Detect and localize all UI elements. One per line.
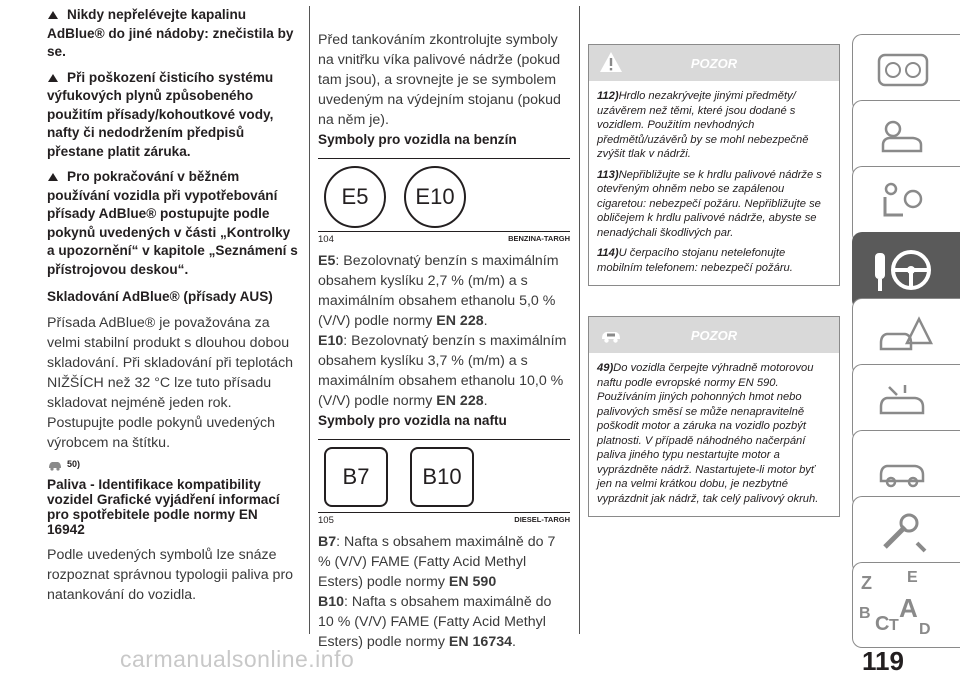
page-number: 119 bbox=[862, 646, 904, 676]
section-heading: Symboly pro vozidla na naftu bbox=[318, 413, 507, 428]
column-divider bbox=[309, 6, 310, 634]
car-lights-icon bbox=[875, 115, 935, 161]
car-breakdown-icon bbox=[875, 379, 935, 425]
index-letter: B bbox=[859, 605, 871, 622]
fuel-symbol-e10: E10 bbox=[404, 166, 466, 228]
figure-104 bbox=[318, 158, 570, 232]
car-service-icon bbox=[875, 445, 935, 491]
column-divider bbox=[579, 6, 580, 634]
index-letter: E bbox=[907, 569, 918, 586]
item-number: 112) bbox=[597, 90, 619, 102]
car-reference-icon bbox=[47, 457, 63, 471]
warning-item bbox=[47, 168, 299, 279]
period: . bbox=[483, 393, 488, 409]
index-letter: T bbox=[889, 617, 899, 634]
index-letter: Z bbox=[861, 573, 872, 593]
figure-caption bbox=[318, 513, 570, 526]
fuel-description: : Nafta s obsahem maximálně do 7 % (V/V) FAME (Fatty Acid Methyl Esters) podle normy bbox=[318, 534, 556, 590]
fuel-description: : Nafta s obsahem maximálně do 10 % (V/V) FAME (Fatty Acid Methyl Esters) podle normy bbox=[318, 594, 552, 650]
item-text: Nepřibližujte se k hrdlu palivové nádrže s otevřeným ohněm nebo se zapálenou cigaretou: nebezpečí požáru. Nepřibližujte se obličejem k hrdlu palivové nádrže, abyste se nenadýchali škodlivých par. bbox=[597, 168, 822, 239]
intro-paragraph: Před tankováním zkontrolujte symboly na vnitřku víka palivové nádrže (pokud tam jsou), a srovnejte je se symbolem uvedeným na výdejním stojanu (pokud na něm je). bbox=[318, 32, 561, 128]
norm-code: EN 590 bbox=[448, 574, 497, 590]
wrench-tools-icon bbox=[875, 511, 935, 557]
item-number: 113) bbox=[597, 168, 619, 181]
car-caution-icon bbox=[599, 323, 623, 345]
alphabet-index-icon bbox=[853, 563, 960, 647]
fuel-symbol-b7: B7 bbox=[324, 447, 388, 507]
figure-code: BENZINA-TARGH bbox=[508, 234, 570, 243]
caution-header bbox=[589, 45, 839, 81]
warning-triangle-icon bbox=[47, 172, 59, 182]
e5-paragraph bbox=[318, 251, 570, 331]
index-letter: D bbox=[919, 621, 931, 638]
caution-item bbox=[597, 168, 831, 241]
norm-code: EN 16734 bbox=[448, 634, 512, 650]
fuel-symbol-b10: B10 bbox=[410, 447, 474, 507]
car-warning-road-icon bbox=[875, 313, 935, 359]
fuel-code: B7 bbox=[318, 534, 337, 550]
fuel-description: : Bezolovnatý benzín s maximálním obsahem kyslíku 2,7 % (m/m) a s maximálním obsahem ethanolu 5,0 % (V/V) podle normy bbox=[318, 253, 559, 329]
section-heading: Skladování AdBlue® (přísady AUS) bbox=[47, 289, 273, 304]
fuel-description: : Bezolovnatý benzín s maximálním obsahem kyslíku 3,7 % (m/m) a s maximálním obsahem ethanolu 10,0 % (V/V) podle normy bbox=[318, 333, 567, 409]
caution-body bbox=[589, 353, 839, 516]
item-text: U čerpacího stojanu netelefonujte mobilním telefonem: nebezpečí požáru. bbox=[597, 247, 793, 274]
reference-marker bbox=[47, 457, 299, 471]
item-number: 49) bbox=[597, 362, 614, 374]
period: . bbox=[483, 313, 488, 329]
column-right bbox=[588, 44, 840, 517]
norm-code: EN 228 bbox=[436, 393, 484, 409]
caution-header bbox=[589, 317, 839, 353]
watermark: carmanualsonline.info bbox=[120, 646, 355, 672]
figure-code: DIESEL-TARGH bbox=[514, 515, 570, 524]
figure-caption bbox=[318, 232, 570, 245]
b7-paragraph bbox=[318, 532, 570, 592]
car-dashboard-icon bbox=[875, 49, 935, 95]
seat-airbag-icon bbox=[875, 181, 935, 227]
warning-item bbox=[47, 6, 299, 62]
figure-number: 104 bbox=[318, 234, 334, 245]
caution-item bbox=[597, 246, 831, 275]
fuel-symbol-e5: E5 bbox=[324, 166, 386, 228]
e10-paragraph bbox=[318, 331, 570, 411]
warning-text: Pro pokračování v běžném používání vozidla při vypotřebování přísady AdBlue® postupujte podle pokynů uvedených v části „Kontrolky a upozornění“ v kapitole „Seznámení s přístrojovou deskou“. bbox=[47, 169, 298, 277]
key-steering-wheel-icon bbox=[871, 245, 935, 295]
storage-paragraph: Přísada AdBlue® je považována za velmi stabilní produkt s dlouhou dobou skladování. Při skladování při teplotách NIŽŠÍCH než 32 °C lze tuto přísadu skladovat nejméně jeden rok. Postupujte podle pokynů uvedených výrobcem na štítku. bbox=[47, 315, 294, 451]
warning-triangle-icon bbox=[47, 73, 59, 83]
section-heading: Symboly pro vozidla na benzín bbox=[318, 132, 517, 147]
caution-item bbox=[597, 361, 831, 506]
section-heading: Paliva - Identifikace kompatibility vozidel Grafické vyjádření informací pro spotřebitele podle normy EN 16942 bbox=[47, 477, 280, 537]
tab-index[interactable] bbox=[852, 562, 960, 648]
warning-text: Při poškození čisticího systému výfukových plynů způsobeného použitím přísady/kohoutkové vody, nafty či nedodržením předpisů přestane platit záruka. bbox=[47, 69, 274, 159]
item-number: 114) bbox=[597, 247, 619, 259]
warning-triangle-icon bbox=[47, 10, 59, 20]
caution-title: POZOR bbox=[690, 327, 738, 343]
caution-item bbox=[597, 89, 831, 162]
fuel-code: E10 bbox=[318, 333, 344, 349]
warning-item bbox=[47, 69, 299, 162]
norm-code: EN 228 bbox=[436, 313, 484, 329]
caution-box bbox=[588, 316, 840, 517]
figure-105 bbox=[318, 439, 570, 513]
b10-paragraph bbox=[318, 592, 570, 652]
compat-paragraph: Podle uvedených symbolů lze snáze rozpoznat správnou typologii paliva pro natankování do vozidla. bbox=[47, 547, 294, 603]
item-text: Do vozidla čerpejte výhradně motorovou naftu podle evropské normy EN 590. Používáním jiných pohonných hmot nebo palivových směsí se může nenapravitelně poškodit motor a záruka na vozidlo pozbýt platnosti. V případě náhodného načerpání paliva jiného typu nestartujte motor a vyprázdněte nádrž. Nastartujete-li motor byť jen na velmi krátkou dobu, je nezbytné vyprázdnit jak nádrž, tak celý palivový okruh. bbox=[597, 362, 819, 505]
caution-body bbox=[589, 81, 839, 285]
figure-number: 105 bbox=[318, 515, 334, 526]
caution-title: POZOR bbox=[690, 55, 738, 71]
caution-box bbox=[588, 44, 840, 286]
period: . bbox=[512, 634, 516, 650]
warning-text: Nikdy nepřelévejte kapalinu AdBlue® do jiné nádoby: znečistila by se. bbox=[47, 7, 294, 59]
column-left bbox=[47, 6, 299, 605]
item-text: Hrdlo nezakrývejte jinými předměty/ uzávěrem než těmi, které jsou dodané s vozidlem. Použitím nevhodných předmětů/uzávěrů by se mohl nebezpečně zvýšit tlak v nádrži. bbox=[597, 90, 809, 160]
fuel-code: B10 bbox=[318, 594, 345, 610]
warning-triangle-icon bbox=[599, 51, 623, 73]
column-middle bbox=[318, 30, 570, 652]
reference-number: 50) bbox=[67, 459, 81, 469]
index-letter: C bbox=[875, 613, 890, 635]
index-letter: A bbox=[899, 593, 918, 623]
fuel-code: E5 bbox=[318, 253, 336, 269]
